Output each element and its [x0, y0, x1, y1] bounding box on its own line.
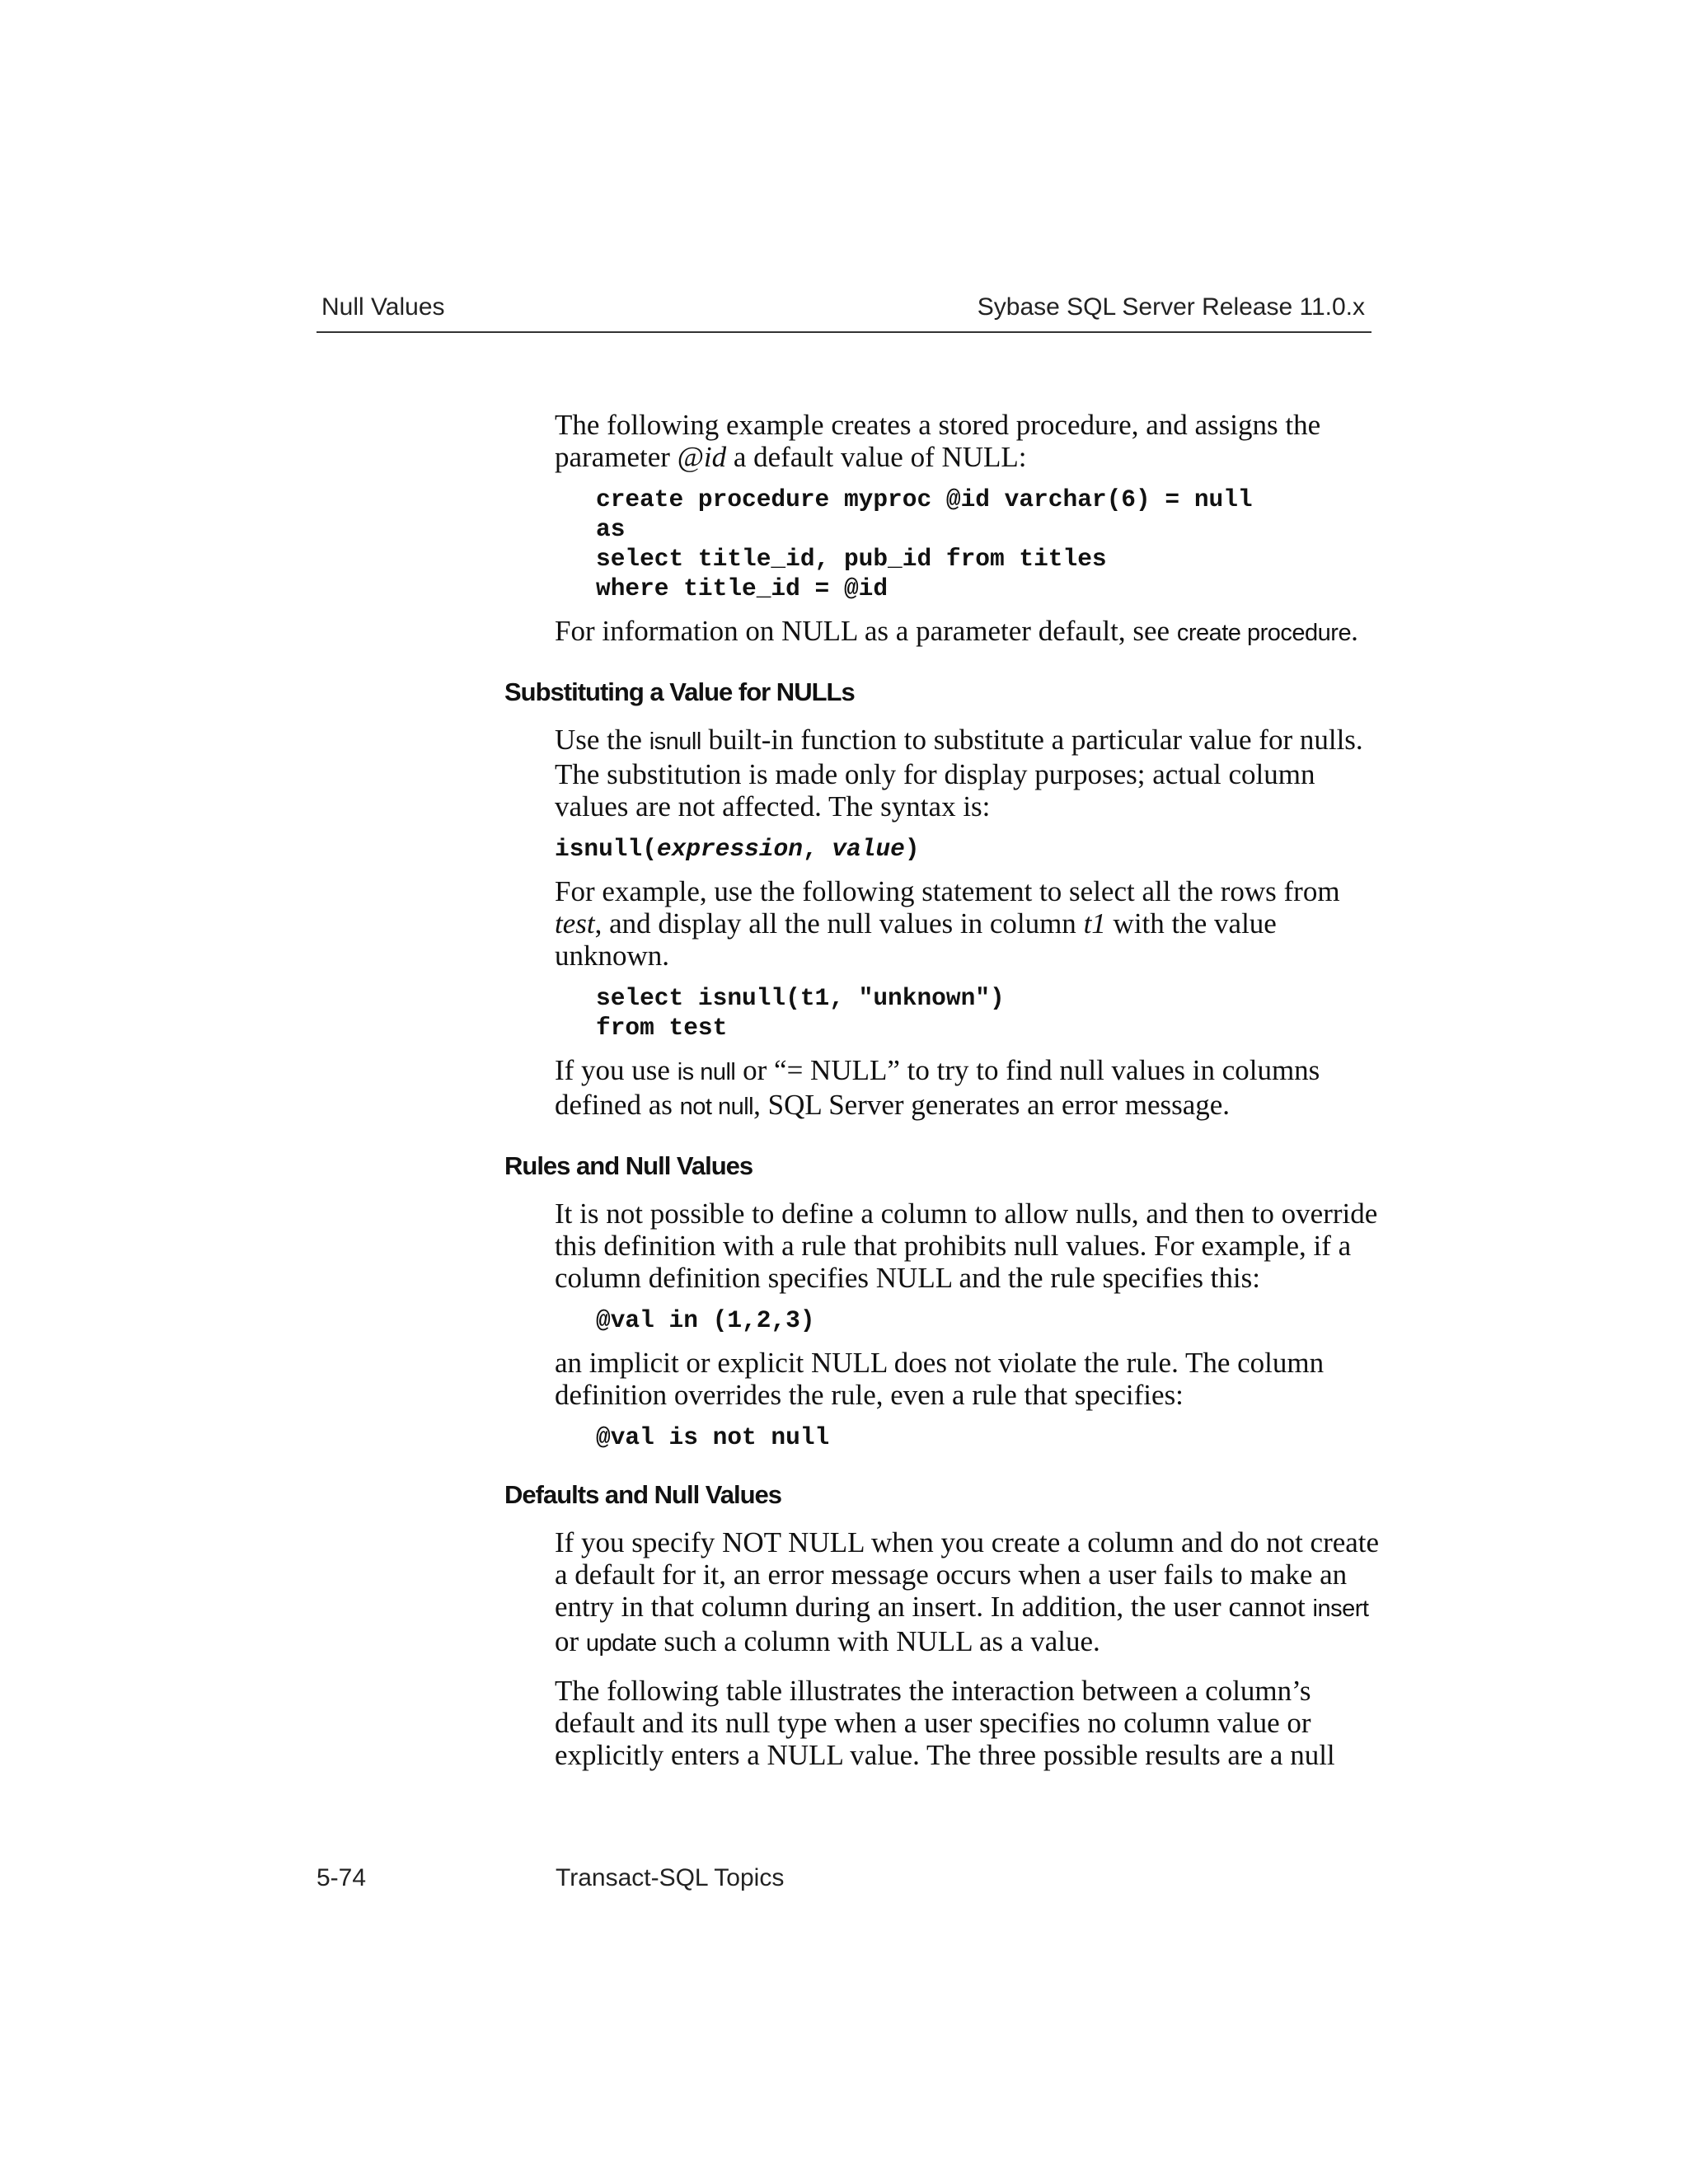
syntax-argument: expression — [656, 835, 803, 863]
text-run: , SQL Server generates an error message. — [753, 1089, 1231, 1121]
keyword: is null — [677, 1059, 736, 1085]
text-run: with the value unknown. — [555, 907, 1277, 972]
intro-note-paragraph — [555, 615, 1390, 649]
substituting-note-paragraph — [555, 1054, 1390, 1123]
defaults-paragraph — [555, 1526, 1390, 1660]
chapter-title: Transact-SQL Topics — [556, 1864, 785, 1891]
defaults-paragraph-2: The following table illustrates the interaction between a column’s default and its null type when a user specifies no column value or explicitly enters a NULL value. The three possible results are a null — [555, 1675, 1335, 1771]
header-product-title: Sybase SQL Server Release 11.0.x — [977, 293, 1365, 321]
function-name: isnull — [649, 729, 701, 755]
command-reference: create procedure — [1176, 620, 1352, 646]
header-section-title: Null Values — [321, 293, 445, 321]
section-heading-substituting: Substituting a Value for NULLs — [504, 677, 855, 706]
rules-paragraph: It is not possible to define a column to allow nulls, and then to override this definition with a rule that prohibits null values. For example, if a column definition specifies NULL and the rule specifies this: — [555, 1197, 1378, 1294]
syntax-close: ) — [904, 835, 920, 863]
code-block-rule-in: @val in (1,2,3) — [596, 1306, 815, 1334]
text-run: If you use — [555, 1054, 678, 1086]
column-name: t1 — [1083, 907, 1106, 940]
section-heading-defaults: Defaults and Null Values — [504, 1480, 782, 1509]
section-heading-rules: Rules and Null Values — [504, 1151, 753, 1180]
syntax-function: isnull( — [555, 835, 657, 863]
text-run: built-in function to substitute a particular value for nulls. The substitution is made only for display purposes; actual column values are not affected. The syntax is: — [555, 724, 1363, 823]
text-run: a default value of NULL: — [726, 441, 1027, 473]
text-run: , and display all the null values in column — [594, 907, 1084, 940]
text-run: For example, use the following statement to select all the rows from — [555, 875, 1340, 907]
command-reference: update — [585, 1630, 657, 1657]
text-run: The following example creates a stored procedure, and assigns the parameter — [555, 409, 1321, 473]
command-reference: insert — [1312, 1596, 1369, 1622]
text-run: For information on NULL as a parameter default, see — [555, 615, 1177, 647]
text-run: . — [1351, 615, 1358, 647]
code-block-isnull-select: select isnull(t1, "unknown") from test — [596, 984, 1005, 1042]
text-run: or “= NULL” to try to find null values in columns defined as — [555, 1054, 1320, 1121]
text-run: such a column with NULL as a value. — [656, 1625, 1100, 1657]
substituting-paragraph — [555, 724, 1390, 823]
table-name: test — [555, 907, 595, 940]
keyword: not null — [679, 1094, 754, 1120]
syntax-separator: , — [802, 835, 832, 863]
param-name: @id — [677, 441, 727, 473]
intro-paragraph — [555, 409, 1390, 473]
code-block-create-procedure: create procedure myproc @id varchar(6) = null as select title_id, pub_id from titles where title_id = @id — [596, 485, 1253, 602]
code-block-rule-not-null: @val is not null — [596, 1423, 830, 1451]
text-run: Use the — [555, 724, 649, 756]
running-header — [316, 290, 1372, 333]
substituting-example-paragraph — [555, 875, 1390, 972]
syntax-argument: value — [832, 835, 905, 863]
page-number: 5-74 — [316, 1864, 367, 1891]
text-run: If you specify NOT NULL when you create a column and do not create a default for it, an error message occurs when a user fails to make an entry in that column during an insert. In addition, the user cannot — [555, 1526, 1380, 1623]
text-run: or — [555, 1625, 586, 1657]
rules-paragraph-2: an implicit or explicit NULL does not violate the rule. The column definition overrides the rule, even a rule that specifies: — [555, 1347, 1325, 1411]
syntax-line — [555, 834, 1390, 864]
page-body — [499, 409, 1390, 1771]
